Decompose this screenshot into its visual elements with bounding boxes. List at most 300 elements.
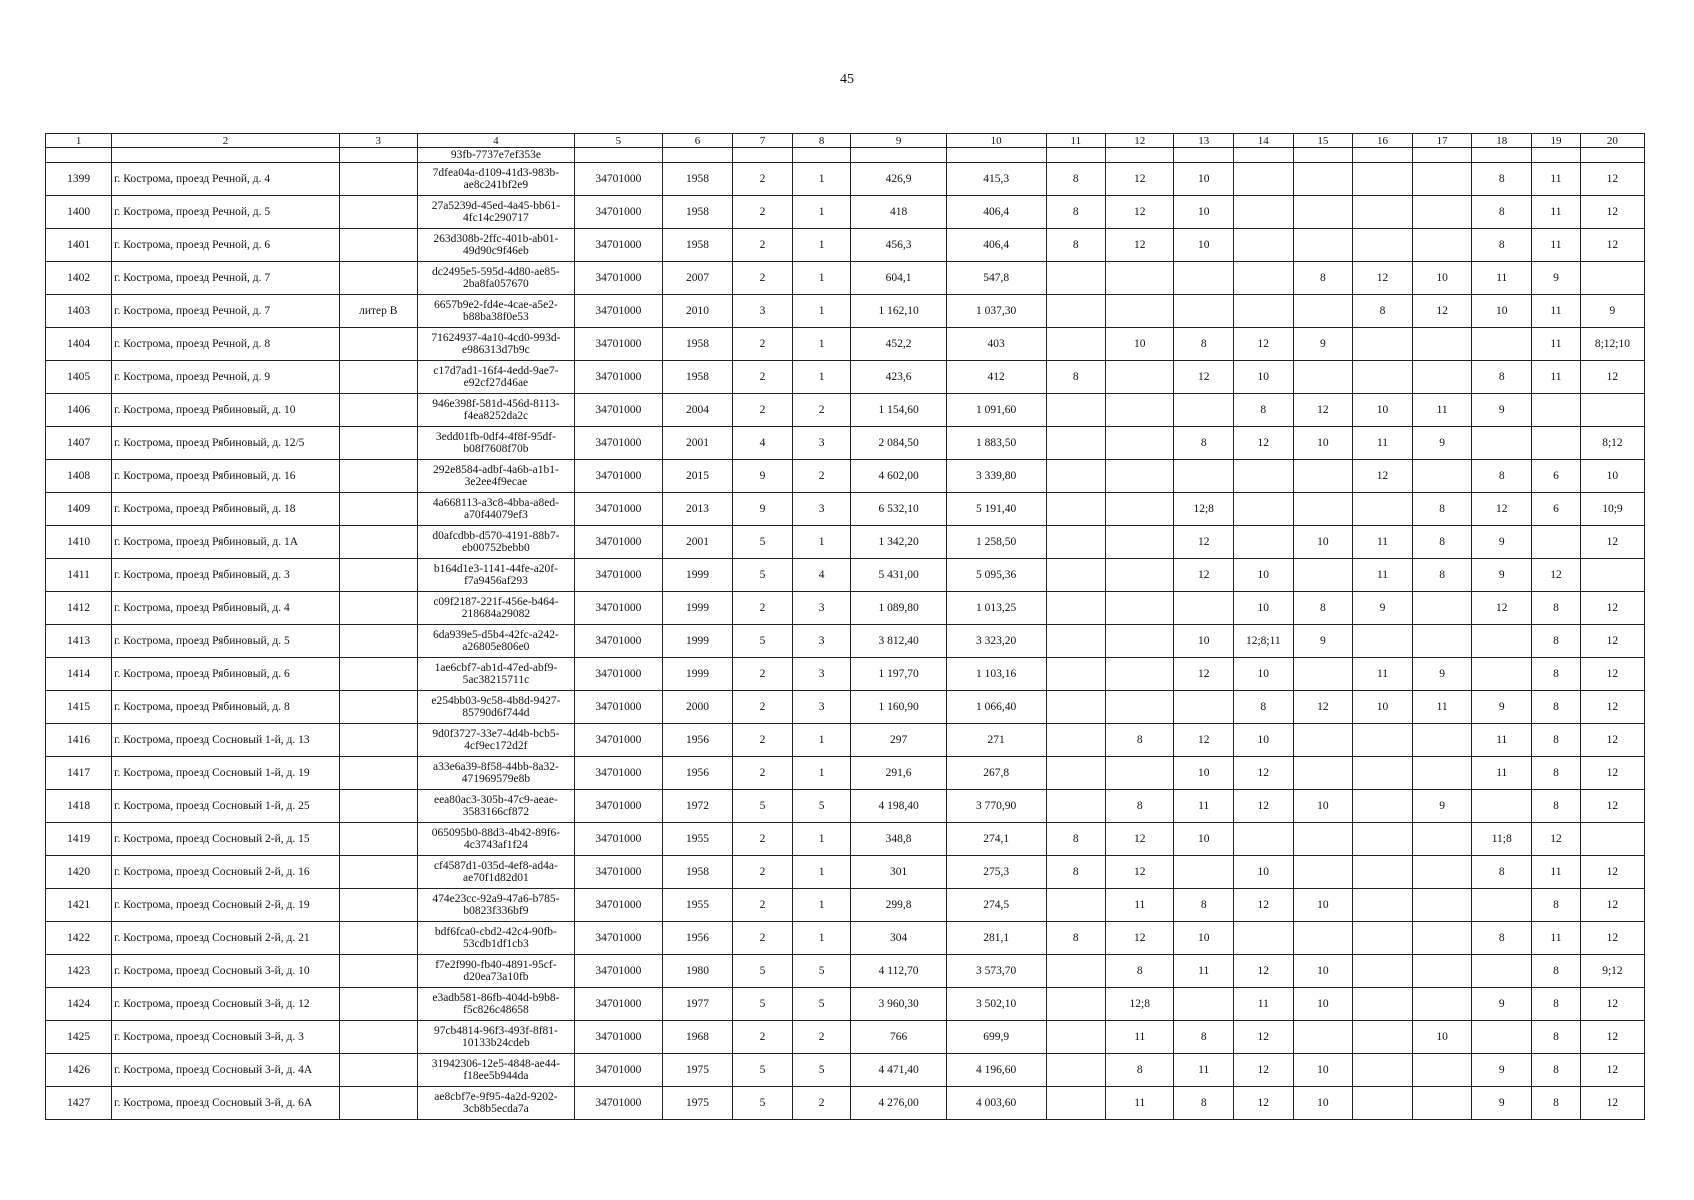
liter-cell [339,229,417,262]
col-17-cell [1412,955,1472,988]
table-row [46,559,1645,592]
row-number-cell: 1413 [46,625,112,658]
col-16-cell [1353,328,1413,361]
table-row [46,262,1645,295]
address-cell: г. Кострома, проезд Сосновый 3-й, д. 3 [112,1021,340,1054]
oktmo-cell: 34701000 [575,1087,663,1120]
entrances-cell: 1 [792,526,851,559]
col-15-cell: 9 [1293,328,1353,361]
year-cell: 1968 [662,1021,732,1054]
table-row [46,163,1645,196]
liter-cell [339,790,417,823]
floors-cell: 2 [733,229,793,262]
continuation-cell [1234,148,1294,163]
col-17-cell [1412,361,1472,394]
col-16-cell: 11 [1353,427,1413,460]
table-row [46,856,1645,889]
year-cell: 1999 [662,658,732,691]
col-18-cell: 12 [1472,493,1532,526]
liter-cell [339,1021,417,1054]
oktmo-cell: 34701000 [575,889,663,922]
column-number-8: 8 [792,134,851,148]
col-15-cell: 10 [1293,1087,1353,1120]
col-15-cell: 10 [1293,988,1353,1021]
housing-registry-table [45,133,1645,1120]
col-15-cell [1293,559,1353,592]
col-11-cell [1046,691,1106,724]
column-number-15: 15 [1293,134,1353,148]
column-number-12: 12 [1106,134,1174,148]
row-number-cell: 1414 [46,658,112,691]
uid-cell: e254bb03-9c58-4b8d-9427-85790d6f744d [417,691,574,724]
floors-cell: 2 [733,1021,793,1054]
floors-cell: 2 [733,691,793,724]
liter-cell [339,460,417,493]
col-11-cell [1046,427,1106,460]
year-cell: 1972 [662,790,732,823]
col-18-cell [1472,790,1532,823]
column-number-2: 2 [112,134,340,148]
col-11-cell: 8 [1046,229,1106,262]
col-19-cell: 8 [1532,889,1581,922]
col-14-cell: 10 [1234,592,1294,625]
col-12-cell [1106,460,1174,493]
entrances-cell: 3 [792,691,851,724]
row-number-cell: 1415 [46,691,112,724]
col-15-cell [1293,295,1353,328]
floors-cell: 2 [733,856,793,889]
row-number-cell: 1406 [46,394,112,427]
col-11-cell: 8 [1046,361,1106,394]
col-17-cell: 8 [1412,559,1472,592]
area-total-cell: 1 089,80 [851,592,946,625]
area-living-cell: 1 103,16 [946,658,1046,691]
col-12-cell: 12;8 [1106,988,1174,1021]
col-13-cell: 8 [1174,427,1234,460]
uid-cell: eea80ac3-305b-47c9-aeae-3583166cf872 [417,790,574,823]
col-13-cell: 10 [1174,196,1234,229]
year-cell: 2015 [662,460,732,493]
col-16-cell [1353,790,1413,823]
col-12-cell: 8 [1106,1054,1174,1087]
table-row [46,757,1645,790]
column-number-14: 14 [1234,134,1294,148]
entrances-cell: 1 [792,262,851,295]
col-19-cell: 8 [1532,1021,1581,1054]
address-cell: г. Кострома, проезд Речной, д. 5 [112,196,340,229]
address-cell: г. Кострома, проезд Речной, д. 4 [112,163,340,196]
col-13-cell: 10 [1174,823,1234,856]
uid-cell: 6657b9e2-fd4e-4cae-a5e2-b88ba38f0e53 [417,295,574,328]
col-14-cell: 12 [1234,1087,1294,1120]
table-row [46,427,1645,460]
address-cell: г. Кострома, проезд Сосновый 3-й, д. 6А [112,1087,340,1120]
col-19-cell: 8 [1532,592,1581,625]
col-19-cell: 8 [1532,1054,1581,1087]
col-18-cell: 9 [1472,526,1532,559]
col-16-cell [1353,493,1413,526]
col-12-cell: 11 [1106,1021,1174,1054]
col-20-cell: 12 [1580,889,1644,922]
col-14-cell: 12 [1234,427,1294,460]
area-total-cell: 4 471,40 [851,1054,946,1087]
col-17-cell: 9 [1412,427,1472,460]
area-living-cell: 1 883,50 [946,427,1046,460]
col-18-cell: 9 [1472,394,1532,427]
oktmo-cell: 34701000 [575,493,663,526]
row-number-cell: 1420 [46,856,112,889]
col-14-cell: 12 [1234,955,1294,988]
col-15-cell [1293,229,1353,262]
oktmo-cell: 34701000 [575,790,663,823]
col-11-cell [1046,295,1106,328]
col-12-cell: 12 [1106,856,1174,889]
area-living-cell: 275,3 [946,856,1046,889]
col-11-cell [1046,1054,1106,1087]
area-total-cell: 426,9 [851,163,946,196]
col-15-cell [1293,757,1353,790]
continuation-cell [339,148,417,163]
oktmo-cell: 34701000 [575,691,663,724]
area-living-cell: 5 191,40 [946,493,1046,526]
oktmo-cell: 34701000 [575,592,663,625]
col-20-cell: 8;12 [1580,427,1644,460]
address-cell: г. Кострома, проезд Сосновый 2-й, д. 16 [112,856,340,889]
col-11-cell [1046,559,1106,592]
area-living-cell: 4 003,60 [946,1087,1046,1120]
floors-cell: 5 [733,625,793,658]
col-16-cell: 11 [1353,559,1413,592]
row-number-cell: 1418 [46,790,112,823]
floors-cell: 2 [733,724,793,757]
liter-cell [339,922,417,955]
col-13-cell: 12 [1174,361,1234,394]
col-19-cell: 11 [1532,922,1581,955]
col-14-cell: 10 [1234,724,1294,757]
col-14-cell: 12 [1234,889,1294,922]
oktmo-cell: 34701000 [575,955,663,988]
uid-cell: 31942306-12e5-4848-ae44-f18ee5b944da [417,1054,574,1087]
col-15-cell [1293,163,1353,196]
continuation-cell [1046,148,1106,163]
col-17-cell [1412,922,1472,955]
year-cell: 1977 [662,988,732,1021]
col-13-cell: 8 [1174,328,1234,361]
col-20-cell: 12 [1580,724,1644,757]
table-row [46,493,1645,526]
col-13-cell: 11 [1174,955,1234,988]
area-living-cell: 1 258,50 [946,526,1046,559]
liter-cell [339,658,417,691]
col-17-cell [1412,625,1472,658]
liter-cell [339,1054,417,1087]
liter-cell [339,889,417,922]
area-living-cell: 274,1 [946,823,1046,856]
address-cell: г. Кострома, проезд Рябиновый, д. 6 [112,658,340,691]
year-cell: 2001 [662,427,732,460]
col-17-cell [1412,856,1472,889]
liter-cell [339,955,417,988]
area-total-cell: 2 084,50 [851,427,946,460]
col-18-cell [1472,328,1532,361]
col-13-cell [1174,988,1234,1021]
area-living-cell: 547,8 [946,262,1046,295]
col-17-cell: 10 [1412,262,1472,295]
entrances-cell: 1 [792,823,851,856]
address-cell: г. Кострома, проезд Речной, д. 8 [112,328,340,361]
oktmo-cell: 34701000 [575,1054,663,1087]
floors-cell: 2 [733,823,793,856]
oktmo-cell: 34701000 [575,196,663,229]
col-14-cell: 10 [1234,856,1294,889]
col-17-cell: 10 [1412,1021,1472,1054]
table-row [46,724,1645,757]
col-20-cell: 12 [1580,757,1644,790]
liter-cell [339,328,417,361]
area-living-cell: 1 091,60 [946,394,1046,427]
col-11-cell [1046,493,1106,526]
floors-cell: 5 [733,1054,793,1087]
continuation-cell [1174,148,1234,163]
year-cell: 1955 [662,823,732,856]
col-12-cell: 8 [1106,790,1174,823]
col-14-cell: 8 [1234,394,1294,427]
page-number: 45 [840,72,854,87]
oktmo-cell: 34701000 [575,988,663,1021]
col-18-cell: 9 [1472,988,1532,1021]
col-18-cell [1472,1021,1532,1054]
row-number-cell: 1422 [46,922,112,955]
col-16-cell: 10 [1353,691,1413,724]
col-14-cell [1234,262,1294,295]
col-15-cell: 10 [1293,955,1353,988]
address-cell: г. Кострома, проезд Речной, д. 6 [112,229,340,262]
year-cell: 1956 [662,922,732,955]
year-cell: 1958 [662,196,732,229]
column-number-7: 7 [733,134,793,148]
col-13-cell: 10 [1174,229,1234,262]
col-13-cell [1174,394,1234,427]
col-18-cell: 11 [1472,724,1532,757]
col-20-cell: 8;12;10 [1580,328,1644,361]
oktmo-cell: 34701000 [575,295,663,328]
continuation-cell [1580,148,1644,163]
col-12-cell: 12 [1106,196,1174,229]
oktmo-cell: 34701000 [575,163,663,196]
col-16-cell [1353,1021,1413,1054]
area-total-cell: 1 197,70 [851,658,946,691]
col-15-cell [1293,922,1353,955]
floors-cell: 3 [733,295,793,328]
row-number-cell: 1399 [46,163,112,196]
col-16-cell [1353,229,1413,262]
col-11-cell [1046,460,1106,493]
col-11-cell: 8 [1046,163,1106,196]
col-13-cell [1174,856,1234,889]
column-number-20: 20 [1580,134,1644,148]
area-total-cell: 304 [851,922,946,955]
column-number-16: 16 [1353,134,1413,148]
col-16-cell [1353,823,1413,856]
col-14-cell [1234,196,1294,229]
col-12-cell: 8 [1106,955,1174,988]
column-number-1: 1 [46,134,112,148]
floors-cell: 2 [733,196,793,229]
col-18-cell: 9 [1472,559,1532,592]
col-13-cell: 12 [1174,526,1234,559]
col-17-cell [1412,988,1472,1021]
uid-cell: 71624937-4a10-4cd0-993d-e986313d7b9c [417,328,574,361]
liter-cell [339,526,417,559]
area-total-cell: 6 532,10 [851,493,946,526]
col-19-cell [1532,427,1581,460]
col-20-cell: 9 [1580,295,1644,328]
col-20-cell: 10;9 [1580,493,1644,526]
liter-cell [339,196,417,229]
col-20-cell: 12 [1580,592,1644,625]
table-row [46,460,1645,493]
liter-cell [339,394,417,427]
uid-cell: 474e23cc-92a9-47a6-b785-b0823f336bf9 [417,889,574,922]
table-row [46,361,1645,394]
row-number-cell: 1409 [46,493,112,526]
col-16-cell: 10 [1353,394,1413,427]
continuation-cell [46,148,112,163]
entrances-cell: 1 [792,196,851,229]
entrances-cell: 1 [792,361,851,394]
col-11-cell: 8 [1046,922,1106,955]
col-12-cell [1106,427,1174,460]
col-20-cell: 12 [1580,1054,1644,1087]
col-16-cell [1353,889,1413,922]
row-number-cell: 1412 [46,592,112,625]
col-19-cell: 12 [1532,559,1581,592]
oktmo-cell: 34701000 [575,823,663,856]
area-total-cell: 4 198,40 [851,790,946,823]
col-15-cell: 10 [1293,526,1353,559]
liter-cell [339,493,417,526]
col-15-cell: 9 [1293,625,1353,658]
floors-cell: 2 [733,592,793,625]
area-living-cell: 406,4 [946,229,1046,262]
area-living-cell: 1 013,25 [946,592,1046,625]
col-13-cell: 10 [1174,163,1234,196]
address-cell: г. Кострома, проезд Сосновый 2-й, д. 21 [112,922,340,955]
table-row [46,328,1645,361]
column-number-13: 13 [1174,134,1234,148]
uid-cell: cf4587d1-035d-4ef8-ad4a-ae70f1d82d01 [417,856,574,889]
area-total-cell: 456,3 [851,229,946,262]
liter-cell: литер В [339,295,417,328]
col-15-cell [1293,460,1353,493]
area-total-cell: 4 602,00 [851,460,946,493]
col-20-cell: 12 [1580,922,1644,955]
area-total-cell: 452,2 [851,328,946,361]
col-17-cell [1412,823,1472,856]
address-cell: г. Кострома, проезд Сосновый 2-й, д. 15 [112,823,340,856]
col-14-cell [1234,823,1294,856]
col-17-cell: 9 [1412,790,1472,823]
address-cell: г. Кострома, проезд Рябиновый, д. 8 [112,691,340,724]
entrances-cell: 3 [792,427,851,460]
col-14-cell: 12;8;11 [1234,625,1294,658]
col-11-cell [1046,757,1106,790]
liter-cell [339,592,417,625]
area-living-cell: 415,3 [946,163,1046,196]
uid-cell: 065095b0-88d3-4b42-89f6-4c3743af1f24 [417,823,574,856]
row-number-cell: 1426 [46,1054,112,1087]
area-total-cell: 1 160,90 [851,691,946,724]
row-number-cell: 1401 [46,229,112,262]
col-13-cell: 8 [1174,1021,1234,1054]
year-cell: 2013 [662,493,732,526]
row-number-cell: 1410 [46,526,112,559]
col-12-cell [1106,394,1174,427]
col-16-cell [1353,1054,1413,1087]
col-13-cell: 11 [1174,790,1234,823]
col-17-cell [1412,1054,1472,1087]
continuation-cell [946,148,1046,163]
entrances-cell: 1 [792,757,851,790]
col-15-cell [1293,856,1353,889]
uid-cell: bdf6fca0-cbd2-42c4-90fb-53cdb1df1cb3 [417,922,574,955]
entrances-cell: 2 [792,460,851,493]
col-15-cell [1293,658,1353,691]
floors-cell: 2 [733,757,793,790]
col-18-cell: 11;8 [1472,823,1532,856]
row-number-cell: 1400 [46,196,112,229]
col-12-cell [1106,658,1174,691]
area-total-cell: 3 960,30 [851,988,946,1021]
year-cell: 2010 [662,295,732,328]
col-20-cell: 12 [1580,856,1644,889]
col-14-cell: 12 [1234,1021,1294,1054]
col-12-cell: 8 [1106,724,1174,757]
col-19-cell: 11 [1532,229,1581,262]
table-row [46,295,1645,328]
continuation-cell [792,148,851,163]
col-19-cell [1532,526,1581,559]
col-14-cell [1234,295,1294,328]
address-cell: г. Кострома, проезд Рябиновый, д. 3 [112,559,340,592]
table-row [46,988,1645,1021]
col-11-cell [1046,988,1106,1021]
oktmo-cell: 34701000 [575,328,663,361]
col-20-cell: 12 [1580,196,1644,229]
entrances-cell: 3 [792,592,851,625]
col-18-cell: 8 [1472,361,1532,394]
col-13-cell [1174,460,1234,493]
year-cell: 2000 [662,691,732,724]
col-19-cell: 8 [1532,790,1581,823]
col-19-cell: 8 [1532,1087,1581,1120]
col-12-cell: 12 [1106,163,1174,196]
row-number-cell: 1425 [46,1021,112,1054]
row-number-cell: 1402 [46,262,112,295]
col-11-cell [1046,889,1106,922]
continuation-cell [1472,148,1532,163]
oktmo-cell: 34701000 [575,856,663,889]
col-17-cell [1412,724,1472,757]
liter-cell [339,559,417,592]
col-19-cell: 8 [1532,757,1581,790]
year-cell: 1958 [662,361,732,394]
col-16-cell [1353,724,1413,757]
col-11-cell [1046,955,1106,988]
col-14-cell [1234,526,1294,559]
column-number-19: 19 [1532,134,1581,148]
continuation-cell [1106,148,1174,163]
